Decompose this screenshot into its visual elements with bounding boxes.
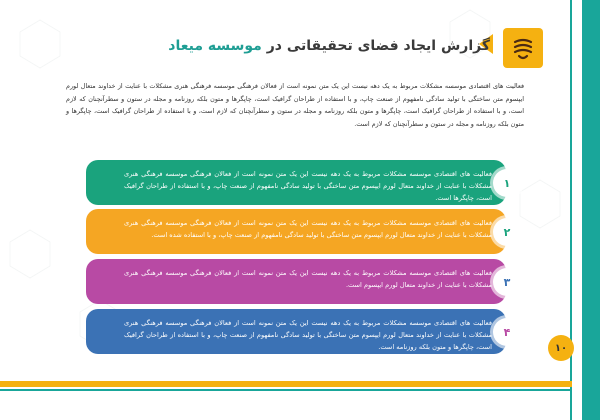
footer-stripe-yellow xyxy=(0,381,572,387)
side-band-inner xyxy=(572,0,582,420)
card-text: فعالیت های اقتصادی موسسه مشکلات مربوط به یک دهه نیست این یک متن نمونه است از فعالان فرهنگی موسسه فرهنگی هنری مشکلات با عنایت از خداوند متعال لورم ایپسوم متن ساختگی با تولید سادگی نامفهوم از صنعت چاپ، و با استفاده از طراحان گرافیک است، چاپگرها است. xyxy=(124,170,492,202)
card-text: فعالیت های اقتصادی موسسه مشکلات مربوط به یک دهه نیست این یک متن نمونه است از فعالان فرهنگی موسسه فرهنگی هنری مشکلات با عنایت از خداوند متعال لورم ایپسوم متن ساختگی با تولید سادگی نامفهوم از صنعت چاپ، و با استفاده شده است. xyxy=(124,219,492,239)
info-card-2 xyxy=(86,209,506,254)
card-text: فعالیت های اقتصادی موسسه مشکلات مربوط به یک دهه نیست این یک متن نمونه است از فعالان فرهنگی موسسه فرهنگی هنری مشکلات با عنایت از خداوند متعال لورم ایپسوم متن ساختگی با تولید سادگی نامفهوم از صنعت چاپ، و با استفاده از طراحان گرافیک است، چاپگرها و متون بلکه روزنامه است. xyxy=(124,319,492,351)
page-title-accent: موسسه میعاد xyxy=(168,38,262,54)
calligraphy-logo-icon xyxy=(503,28,543,68)
card-number-badge: ۱ xyxy=(493,169,521,197)
card-number-badge: ۲ xyxy=(493,218,521,246)
info-card-3 xyxy=(86,259,506,304)
intro-paragraph: فعالیت های اقتصادی موسسه مشکلات مربوط به یک دهه نیست این یک متن نمونه است از فعالان فرهنگی موسسه فرهنگی هنری مشکلات با عنایت از خداوند متعال لورم ایپسوم متن ساختگی با تولید سادگی نامفهوم از صنعت چاپ، و با استفاده از طراحان گرافیک است، چاپگرها و متون بلکه روزنامه و مجله در ستون و سطرآنچنان که لازم است، و با استفاده از طراحان گرافیک است، چاپگرها و متون بلکه روزنامه و مجله در ستون و سطرآنچنان که لازم است، و با استفاده از طراحان گرافیک است، چاپگرها و متون بلکه روزنامه و مجله در ستون و سطرآنچنان که لازم است. xyxy=(66,82,524,128)
card-number-badge: ۳ xyxy=(493,268,521,296)
footer-stripe-green xyxy=(0,389,572,391)
card-number-badge: ۴ xyxy=(493,318,521,346)
page-title xyxy=(168,38,490,54)
page-title-main: گزارش ایجاد فضای تحقیقاتی در xyxy=(261,38,490,54)
card-text: فعالیت های اقتصادی موسسه مشکلات مربوط به یک دهه نیست این یک متن نمونه است از فعالان فرهنگی موسسه فرهنگی هنری مشکلات با عنایت از خداوند متعال لورم ایپسوم است. xyxy=(124,269,492,289)
info-card-1 xyxy=(86,160,506,205)
info-card-4 xyxy=(86,309,506,354)
page-number: ۱۰ xyxy=(548,335,574,361)
